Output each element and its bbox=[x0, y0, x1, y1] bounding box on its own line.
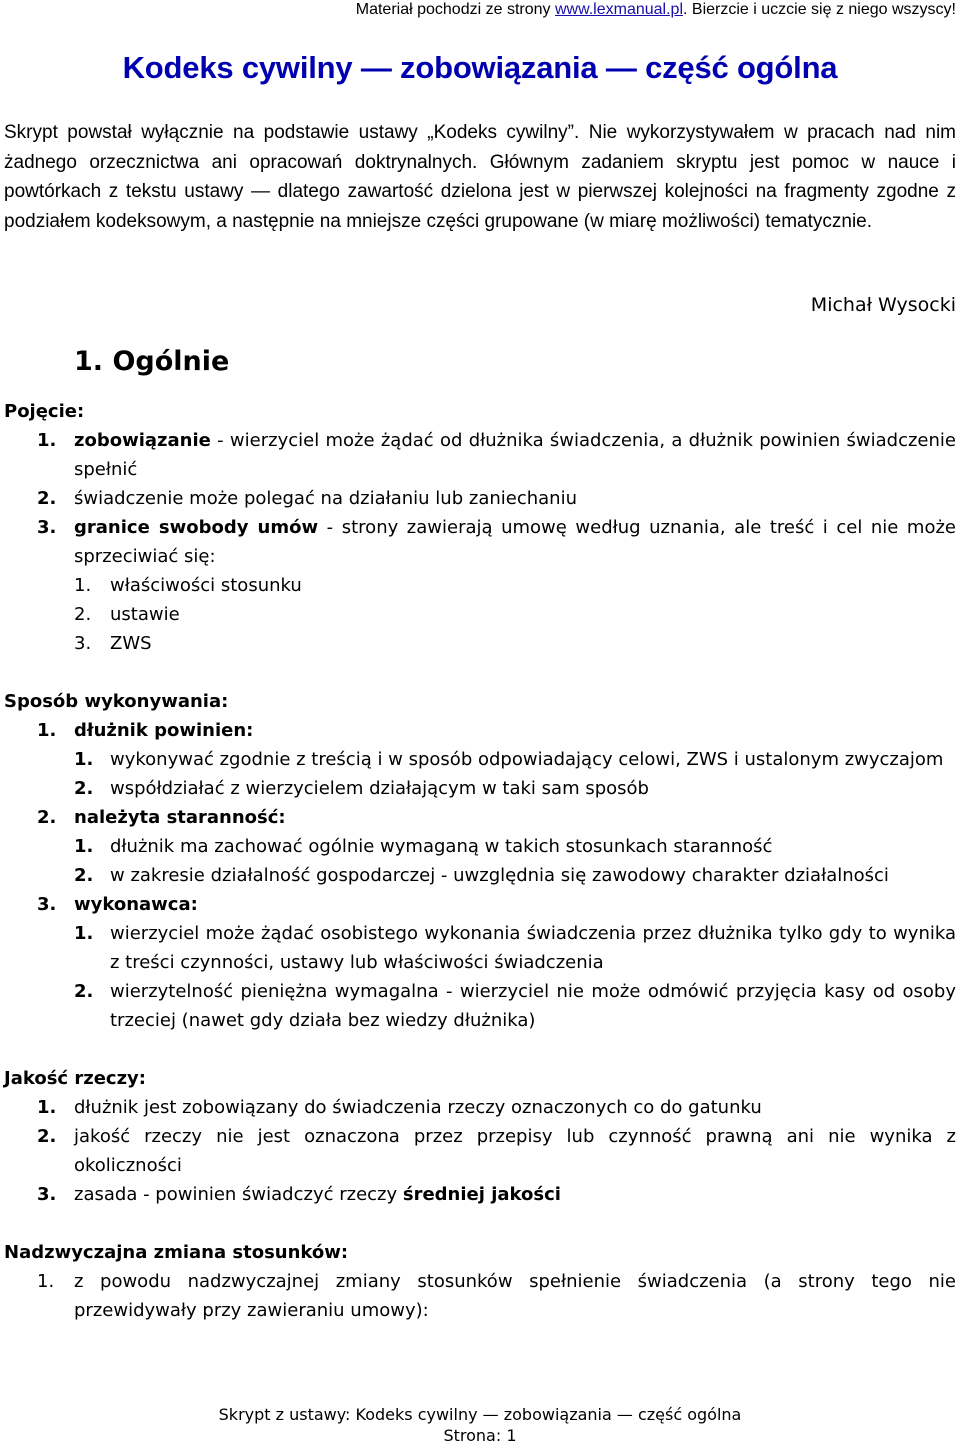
item-text: świadczenie może polegać na działaniu lub zaniechaniu bbox=[74, 488, 577, 509]
source-link[interactable]: www.lexmanual.pl bbox=[554, 1, 684, 18]
document-body bbox=[4, 397, 956, 1325]
sub-item-number: 2. bbox=[74, 981, 94, 1002]
page-footer bbox=[0, 1404, 960, 1446]
sub-item bbox=[4, 600, 956, 629]
list-item bbox=[4, 716, 956, 745]
sub-item bbox=[4, 977, 956, 1035]
sub-item-text: dłużnik ma zachować ogólnie wymaganą w takich stosunkach staranność bbox=[110, 836, 773, 857]
page-number: Strona: 1 bbox=[443, 1426, 517, 1445]
sub-item-number: 2. bbox=[74, 604, 92, 625]
spacer bbox=[4, 1209, 956, 1238]
sub-item-number: 2. bbox=[74, 865, 94, 886]
sub-item-text: w zakresie działalność gospodarczej - uwzględnia się zawodowy charakter działalności bbox=[110, 865, 889, 886]
item-number: 3. bbox=[37, 894, 57, 915]
sub-item bbox=[4, 745, 956, 774]
sub-item-text: współdziałać z wierzycielem działającym w taki sam sposób bbox=[110, 778, 649, 799]
sub-item bbox=[4, 919, 956, 977]
item-number: 2. bbox=[37, 807, 57, 828]
section-heading: 1. Ogólnie bbox=[74, 346, 230, 377]
sposob-heading: Sposób wykonywania: bbox=[4, 691, 229, 712]
sub-item-number: 3. bbox=[74, 633, 92, 654]
sub-item-text: ustawie bbox=[110, 604, 180, 625]
source-note bbox=[356, 0, 956, 20]
source-note-prefix: Materiał pochodzi ze strony bbox=[355, 1, 555, 18]
spacer bbox=[4, 1035, 956, 1064]
item-text: jakość rzeczy nie jest oznaczona przez przepisy lub czynność prawną ani nie wynika z okoliczności bbox=[74, 1126, 956, 1176]
item-number: 2. bbox=[37, 488, 57, 509]
sub-item bbox=[4, 629, 956, 658]
sub-item-text: wierzyciel może żądać osobistego wykonania świadczenia przez dłużnika tylko gdy to wynika z treści czynności, ustawy lub właściwości świadczenia bbox=[110, 923, 956, 973]
jakosc-heading: Jakość rzeczy: bbox=[4, 1068, 146, 1089]
item-term: granice swobody umów bbox=[74, 517, 319, 538]
nadzwyczajna-heading: Nadzwyczajna zmiana stosunków: bbox=[4, 1242, 349, 1263]
spacer bbox=[4, 658, 956, 687]
item-text: - wierzyciel może żądać od dłużnika świadczenia, a dłużnik powinien świadczenie spełnić bbox=[74, 430, 956, 480]
sub-item-number: 1. bbox=[74, 923, 94, 944]
item-text: dłużnik jest zobowiązany do świadczenia rzeczy oznaczonych co do gatunku bbox=[74, 1097, 762, 1118]
sub-item-number: 1. bbox=[74, 749, 94, 770]
sub-item-number: 1. bbox=[74, 836, 94, 857]
item-number: 3. bbox=[37, 517, 57, 538]
sub-item-text: właściwości stosunku bbox=[110, 575, 302, 596]
item-emphasis: średniej jakości bbox=[402, 1184, 561, 1205]
item-text: zasada - powinien świadczyć rzeczy bbox=[74, 1184, 403, 1205]
list-item bbox=[4, 803, 956, 832]
item-text: z powodu nadzwyczajnej zmiany stosunków spełnienie świadczenia (a strony tego nie przewidywały przy zawieraniu umowy): bbox=[74, 1271, 956, 1321]
item-text: - strony zawierają umowę według uznania, ale treść i cel nie może sprzeciwiać się: bbox=[74, 517, 956, 567]
item-label: wykonawca: bbox=[74, 894, 198, 915]
sub-item bbox=[4, 861, 956, 890]
item-number: 1. bbox=[37, 720, 57, 741]
item-number: 1. bbox=[37, 1271, 55, 1292]
item-label: należyta staranność: bbox=[74, 807, 286, 828]
sub-item-text: ZWS bbox=[110, 633, 152, 654]
pojecie-heading: Pojęcie: bbox=[4, 401, 85, 422]
sub-item bbox=[4, 774, 956, 803]
list-item bbox=[4, 1093, 956, 1122]
item-label: dłużnik powinien: bbox=[74, 720, 254, 741]
sub-item bbox=[4, 832, 956, 861]
item-number: 1. bbox=[37, 430, 57, 451]
list-item bbox=[4, 1267, 956, 1325]
list-item bbox=[4, 1122, 956, 1180]
list-item bbox=[4, 1180, 956, 1209]
sub-item-number: 1. bbox=[74, 575, 92, 596]
item-term: zobowiązanie bbox=[74, 430, 211, 451]
document-title: Kodeks cywilny — zobowiązania — część ogólna bbox=[122, 50, 838, 85]
sub-item-text: wykonywać zgodnie z treścią i w sposób odpowiadający celowi, ZWS i ustalonym zwyczajom bbox=[110, 749, 944, 770]
sub-item-number: 2. bbox=[74, 778, 94, 799]
list-item bbox=[4, 890, 956, 919]
sub-item bbox=[4, 571, 956, 600]
item-number: 2. bbox=[37, 1126, 57, 1147]
source-note-suffix: . Bierzcie i uczcie się z niego wszyscy! bbox=[683, 1, 956, 18]
item-number: 3. bbox=[37, 1184, 57, 1205]
list-item bbox=[4, 513, 956, 571]
author-name: Michał Wysocki bbox=[810, 294, 956, 316]
intro-paragraph: Skrypt powstał wyłącznie na podstawie ustawy „Kodeks cywilny”. Nie wykorzystywałem w pracach nad nim żadnego orzecznictwa ani opracowań doktrynalnych. Głównym zadaniem skryptu jest pomoc w nauce i powtórkach z tekstu ustawy — dlatego zawartość dzielona jest w pierwszej kolejności na fragmenty zgodne z podziałem kodeksowym, a następnie na mniejsze części grupowane (w miarę możliwości) tematycznie. bbox=[4, 122, 956, 232]
list-item bbox=[4, 426, 956, 484]
list-item bbox=[4, 484, 956, 513]
item-number: 1. bbox=[37, 1097, 57, 1118]
sub-item-text: wierzytelność pieniężna wymagalna - wierzyciel nie może odmówić przyjęcia kasy od osoby trzeciej (nawet gdy działa bez wiedzy dłużnika) bbox=[110, 981, 956, 1031]
footer-title: Skrypt z ustawy: Kodeks cywilny — zobowiązania — część ogólna bbox=[218, 1405, 742, 1424]
